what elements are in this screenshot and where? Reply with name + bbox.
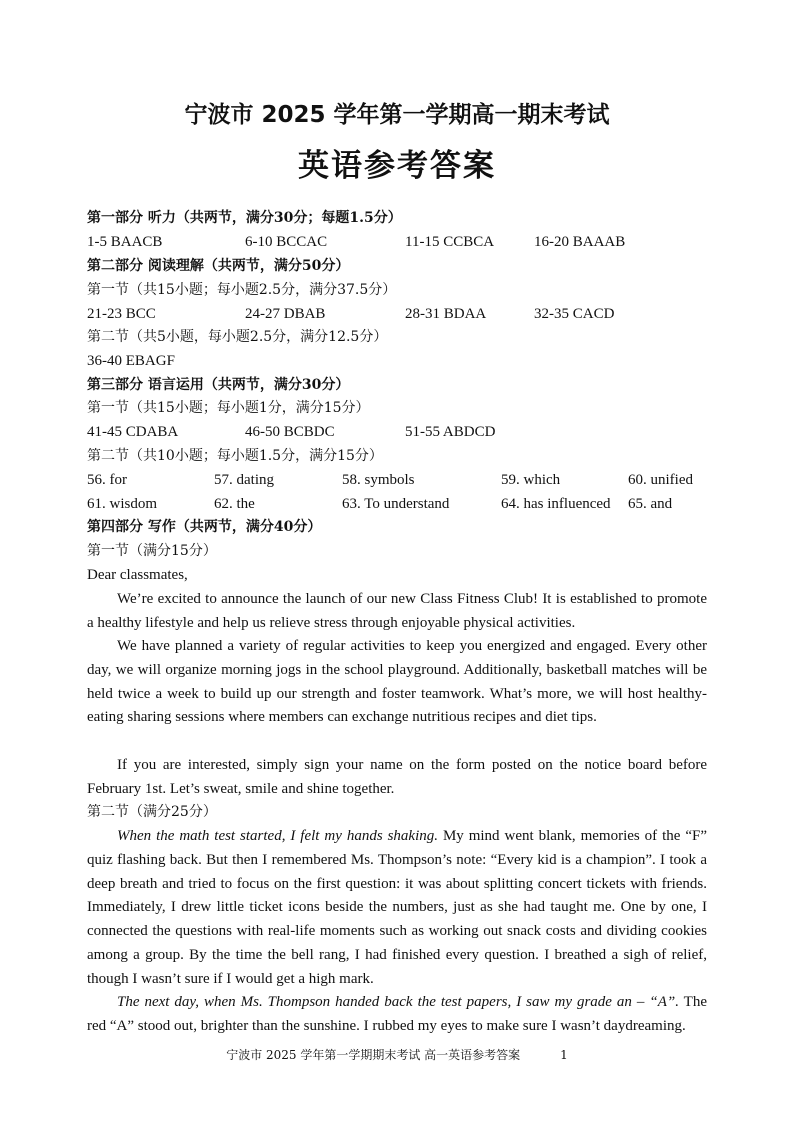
part3-section2-row2 <box>87 493 727 515</box>
page-title: 宁波市 2025 学年第一学期高一期末考试 <box>184 102 610 128</box>
page-subtitle: 英语参考答案 <box>298 148 496 184</box>
footer-text: 宁波市 2025 学年第一学期期末考试 高一英语参考答案 <box>226 1048 521 1062</box>
blank-answer: 56. for <box>87 472 127 488</box>
blank-answer: 59. which <box>501 472 561 488</box>
letter-paragraph-1: We’re excited to announce the launch of our new Class Fitness Club! It is established to promote a healthy lifestyle and help us relieve stress through enjoyable physical activities. <box>87 591 707 631</box>
page-footer <box>0 1046 794 1063</box>
part3-section1-answers <box>87 421 727 443</box>
answer-group: 28-31 BDAA <box>405 306 487 322</box>
answer-group: 46-50 BCBDC <box>245 424 335 440</box>
part1-heading: 第一部分 听力（共两节，满分30分；每题1.5分） <box>87 210 402 226</box>
answer-group: 32-35 CACD <box>534 306 615 322</box>
answer-group: 51-55 ABDCD <box>405 424 496 440</box>
part2-section2: 第二节（共5小题，每小题2.5分，满分12.5分） <box>87 329 388 345</box>
blank-answer: 61. wisdom <box>87 496 158 512</box>
part2-section1-answers <box>87 303 727 325</box>
letter-greeting: Dear classmates, <box>87 567 188 583</box>
answer-group: 21-23 BCC <box>87 306 156 322</box>
blank-answer: 62. the <box>214 496 255 512</box>
part4-heading: 第四部分 写作（共两节，满分40分） <box>87 519 322 535</box>
part4-section2: 第二节（满分25分） <box>87 804 217 820</box>
part2-heading: 第二部分 阅读理解（共两节，满分50分） <box>87 258 350 274</box>
blank-answer: 63. To understand <box>342 496 450 512</box>
answer-group: 1-5 BAACB <box>87 234 163 250</box>
part3-section2-row1 <box>87 469 727 491</box>
part2-section1: 第一节（共15小题；每小题2.5分，满分37.5分） <box>87 282 397 298</box>
letter-paragraph-2: We have planned a variety of regular activities to keep you energized and engaged. Every other day, we will organize morning jogs in the school playground. Additionally, basketball matches will be held twice a week to build up our strength and foster teamwork. What’s more, we will host healthy-eating sharing sessions where members can exchange nutritious recipes and diet tips. <box>87 638 707 726</box>
blank-answer: 60. unified <box>628 472 693 488</box>
part3-section2: 第二节（共10小题；每小题1.5分，满分15分） <box>87 448 383 464</box>
part3-section1: 第一节（共15小题；每小题1分，满分15分） <box>87 400 370 416</box>
part2-section2-answer: 36-40 EBAGF <box>87 353 175 369</box>
page-number: 1 <box>560 1048 568 1062</box>
story-paragraph-2 <box>87 991 707 1039</box>
blank-answer: 58. symbols <box>342 472 415 488</box>
part1-answers-row <box>87 231 727 253</box>
story-opening-sentence: When the math test started, I felt my hands shaking. <box>117 828 439 844</box>
story-second-continuation: The red “A” stood out, brighter than the sunshine. I rubbed my eyes to make sure I wasn’t daydreaming. <box>87 994 707 1034</box>
blank-answer: 65. and <box>628 496 673 512</box>
story-continuation: My mind went blank, memories of the “F” quiz flashing back. But then I remembered Ms. Thompson’s note: “Every kid is a champion”. I took a deep breath and tried to focus on the first question: it was about splitting concert tickets with friends. Immediately, I drew little ticket icons beside the numbers, just as she had taught me. One by one, I connected the questions with real-life moments such as working out snack costs and dividing cookies among a group. By the time the bell rang, I had finished every question. I breathed a sigh of relief, though I wasn’t sure if I would get a high mark. <box>87 828 707 987</box>
blank-answer: 64. has influenced <box>501 496 611 512</box>
story-second-opening: The next day, when Ms. Thompson handed back the test papers, I saw my grade an – “A”. <box>117 994 679 1010</box>
answer-group: 16-20 BAAAB <box>534 234 626 250</box>
answer-group: 41-45 CDABA <box>87 424 179 440</box>
part4-section1: 第一节（满分15分） <box>87 543 217 559</box>
part3-heading: 第三部分 语言运用（共两节，满分30分） <box>87 377 350 393</box>
answer-group: 6-10 BCCAC <box>245 234 328 250</box>
letter-paragraph-3: If you are interested, simply sign your name on the form posted on the notice board before February 1st. Let’s sweat, smile and shine together. <box>87 757 707 797</box>
blank-answer: 57. dating <box>214 472 274 488</box>
story-paragraph-1 <box>87 825 707 992</box>
answer-group: 24-27 DBAB <box>245 306 326 322</box>
answer-group: 11-15 CCBCA <box>405 234 495 250</box>
